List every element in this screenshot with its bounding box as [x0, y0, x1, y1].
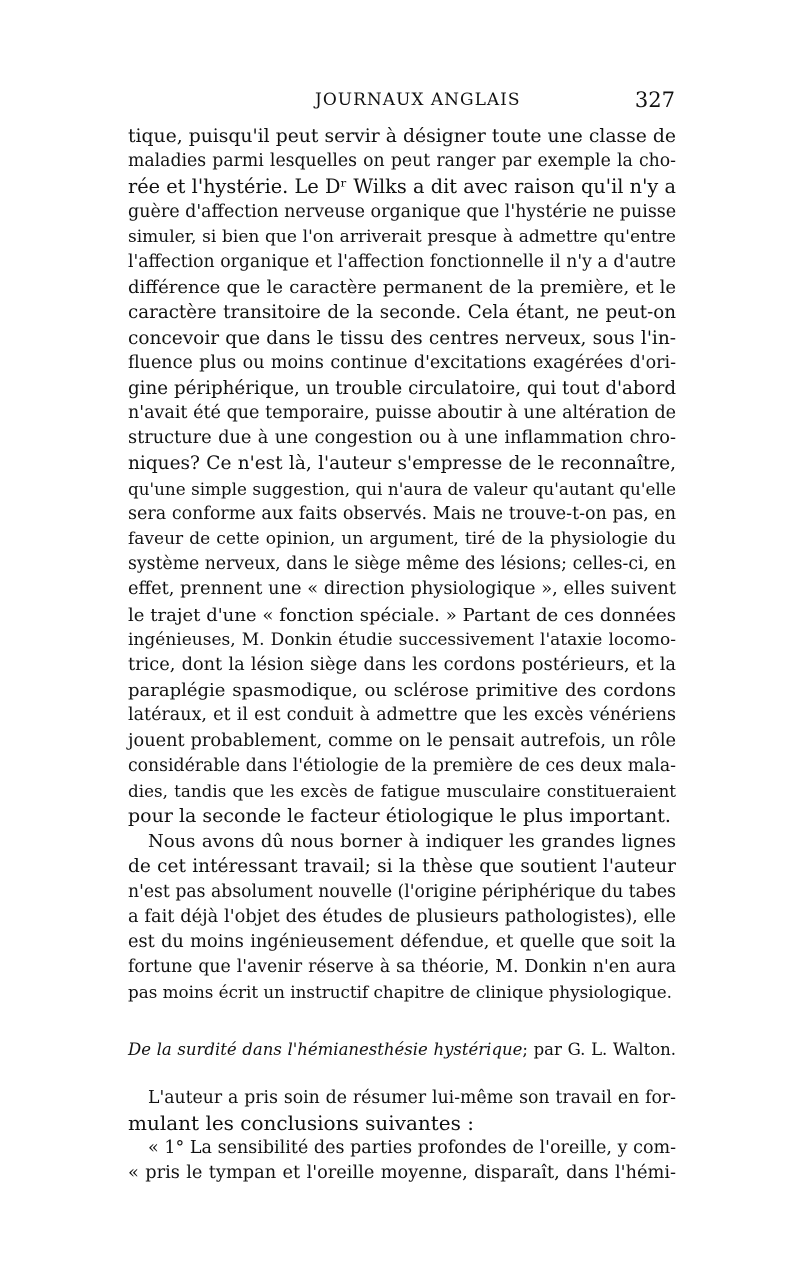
- text-line: L'auteur a pris soin de résumer lui-même son travail en for-: [148, 1087, 676, 1108]
- text-line: l'affection organique et l'affection fonctionnelle il n'y a d'autre: [128, 251, 676, 272]
- text-line: maladies parmi lesquelles on peut ranger par exemple la cho-: [128, 151, 676, 172]
- page-body: [128, 124, 676, 1186]
- page-number: 327: [634, 88, 675, 112]
- text-line: niques? Ce n'est là, l'auteur s'empresse de le reconnaître,: [128, 453, 676, 475]
- text-line: tique, puisqu'il peut servir à désigner toute une classe de: [128, 126, 676, 147]
- text-line: paraplégie spasmodique, ou sclérose primitive des cordons: [128, 680, 676, 702]
- text-line: rée et l'hystérie. Le Dʳ Wilks a dit avec raison qu'il n'y a: [128, 175, 676, 199]
- text-line: concevoir que dans le tissu des centres nerveux, sous l'in-: [128, 327, 676, 349]
- text-line: est du moins ingénieusement défendue, et quelle que soit la: [128, 932, 676, 952]
- text-line: différence que le caractère permanent de la première, et le: [128, 277, 676, 299]
- text-line: système nerveux, dans le siège même des lésions; celles-ci, en: [128, 554, 676, 575]
- text-line: sera conforme aux faits observés. Mais ne trouve-t-on pas, en: [128, 503, 676, 524]
- text-line: dies, tandis que les excès de fatigue musculaire constitueraient: [128, 780, 676, 801]
- page-header: [130, 90, 675, 120]
- text-line: le trajet d'une « fonction spéciale. » Partant de ces données: [128, 604, 676, 626]
- text-line: jouent probablement, comme on le pensait autrefois, un rôle: [128, 730, 676, 751]
- paragraph-2: [128, 829, 676, 1005]
- text-line: faveur de cette opinion, un argument, tiré de la physiologie du: [128, 529, 676, 549]
- text-line: effet, prennent une « direction physiologique », elles suivent: [128, 579, 676, 600]
- text-line: « 1° La sensibilité des parties profondes de l'oreille, y com-: [148, 1137, 676, 1158]
- section-title-author: ; par G. L. Walton.: [522, 1039, 676, 1059]
- text-line: simuler, si bien que l'on arriverait presque à admettre qu'entre: [128, 226, 676, 247]
- paragraph-3: [128, 1086, 676, 1187]
- text-line: n'est pas absolument nouvelle (l'origine périphérique du tabes: [128, 881, 676, 902]
- running-head: JOURNAUX ANGLAIS: [315, 90, 521, 110]
- text-line: qu'une simple suggestion, qui n'aura de valeur qu'autant qu'elle: [128, 478, 676, 499]
- text-line: ingénieuses, M. Donkin étudie successivement l'ataxie locomo-: [128, 629, 676, 650]
- text-line: pour la seconde le facteur étiologique le plus important.: [128, 805, 671, 828]
- text-line: latéraux, et il est conduit à admettre que les excès vénériens: [128, 705, 676, 726]
- text-line: pas moins écrit un instructif chapitre de clinique physiologique.: [128, 982, 672, 1003]
- text-line: mulant les conclusions suivantes :: [128, 1110, 474, 1135]
- text-line: guère d'affection nerveuse organique que l'hystérie ne puisse: [128, 201, 677, 222]
- text-line: Nous avons dû nous borner à indiquer les grandes lignes: [148, 831, 676, 853]
- text-line: trice, dont la lésion siège dans les cordons postérieurs, et la: [128, 654, 676, 675]
- paragraph-1: [128, 124, 676, 829]
- text-line: caractère transitoire de la seconde. Cela étant, ne peut-on: [128, 302, 676, 324]
- text-line: de cet intéressant travail; si la thèse que soutient l'auteur: [128, 856, 676, 878]
- text-line: considérable dans l'étiologie de la première de ces deux mala-: [128, 755, 676, 776]
- section-title-italic: De la surdité dans l'hémianesthésie hystérique: [128, 1039, 523, 1059]
- text-line: a fait déjà l'objet des études de plusieurs pathologistes), elle: [128, 906, 676, 927]
- section-title: [128, 1036, 676, 1064]
- text-line: « pris le tympan et l'oreille moyenne, disparaît, dans l'hémi-: [128, 1163, 676, 1184]
- text-line: gine périphérique, un trouble circulatoire, qui tout d'abord: [128, 377, 676, 399]
- text-line: fluence plus ou moins continue d'excitations exagérées d'ori-: [128, 352, 676, 373]
- text-line: structure due à une congestion ou à une inflammation chro-: [128, 428, 676, 449]
- text-line: fortune que l'avenir réserve à sa théorie, M. Donkin n'en aura: [128, 957, 676, 978]
- text-line: n'avait été que temporaire, puisse aboutir à une altération de: [128, 403, 676, 424]
